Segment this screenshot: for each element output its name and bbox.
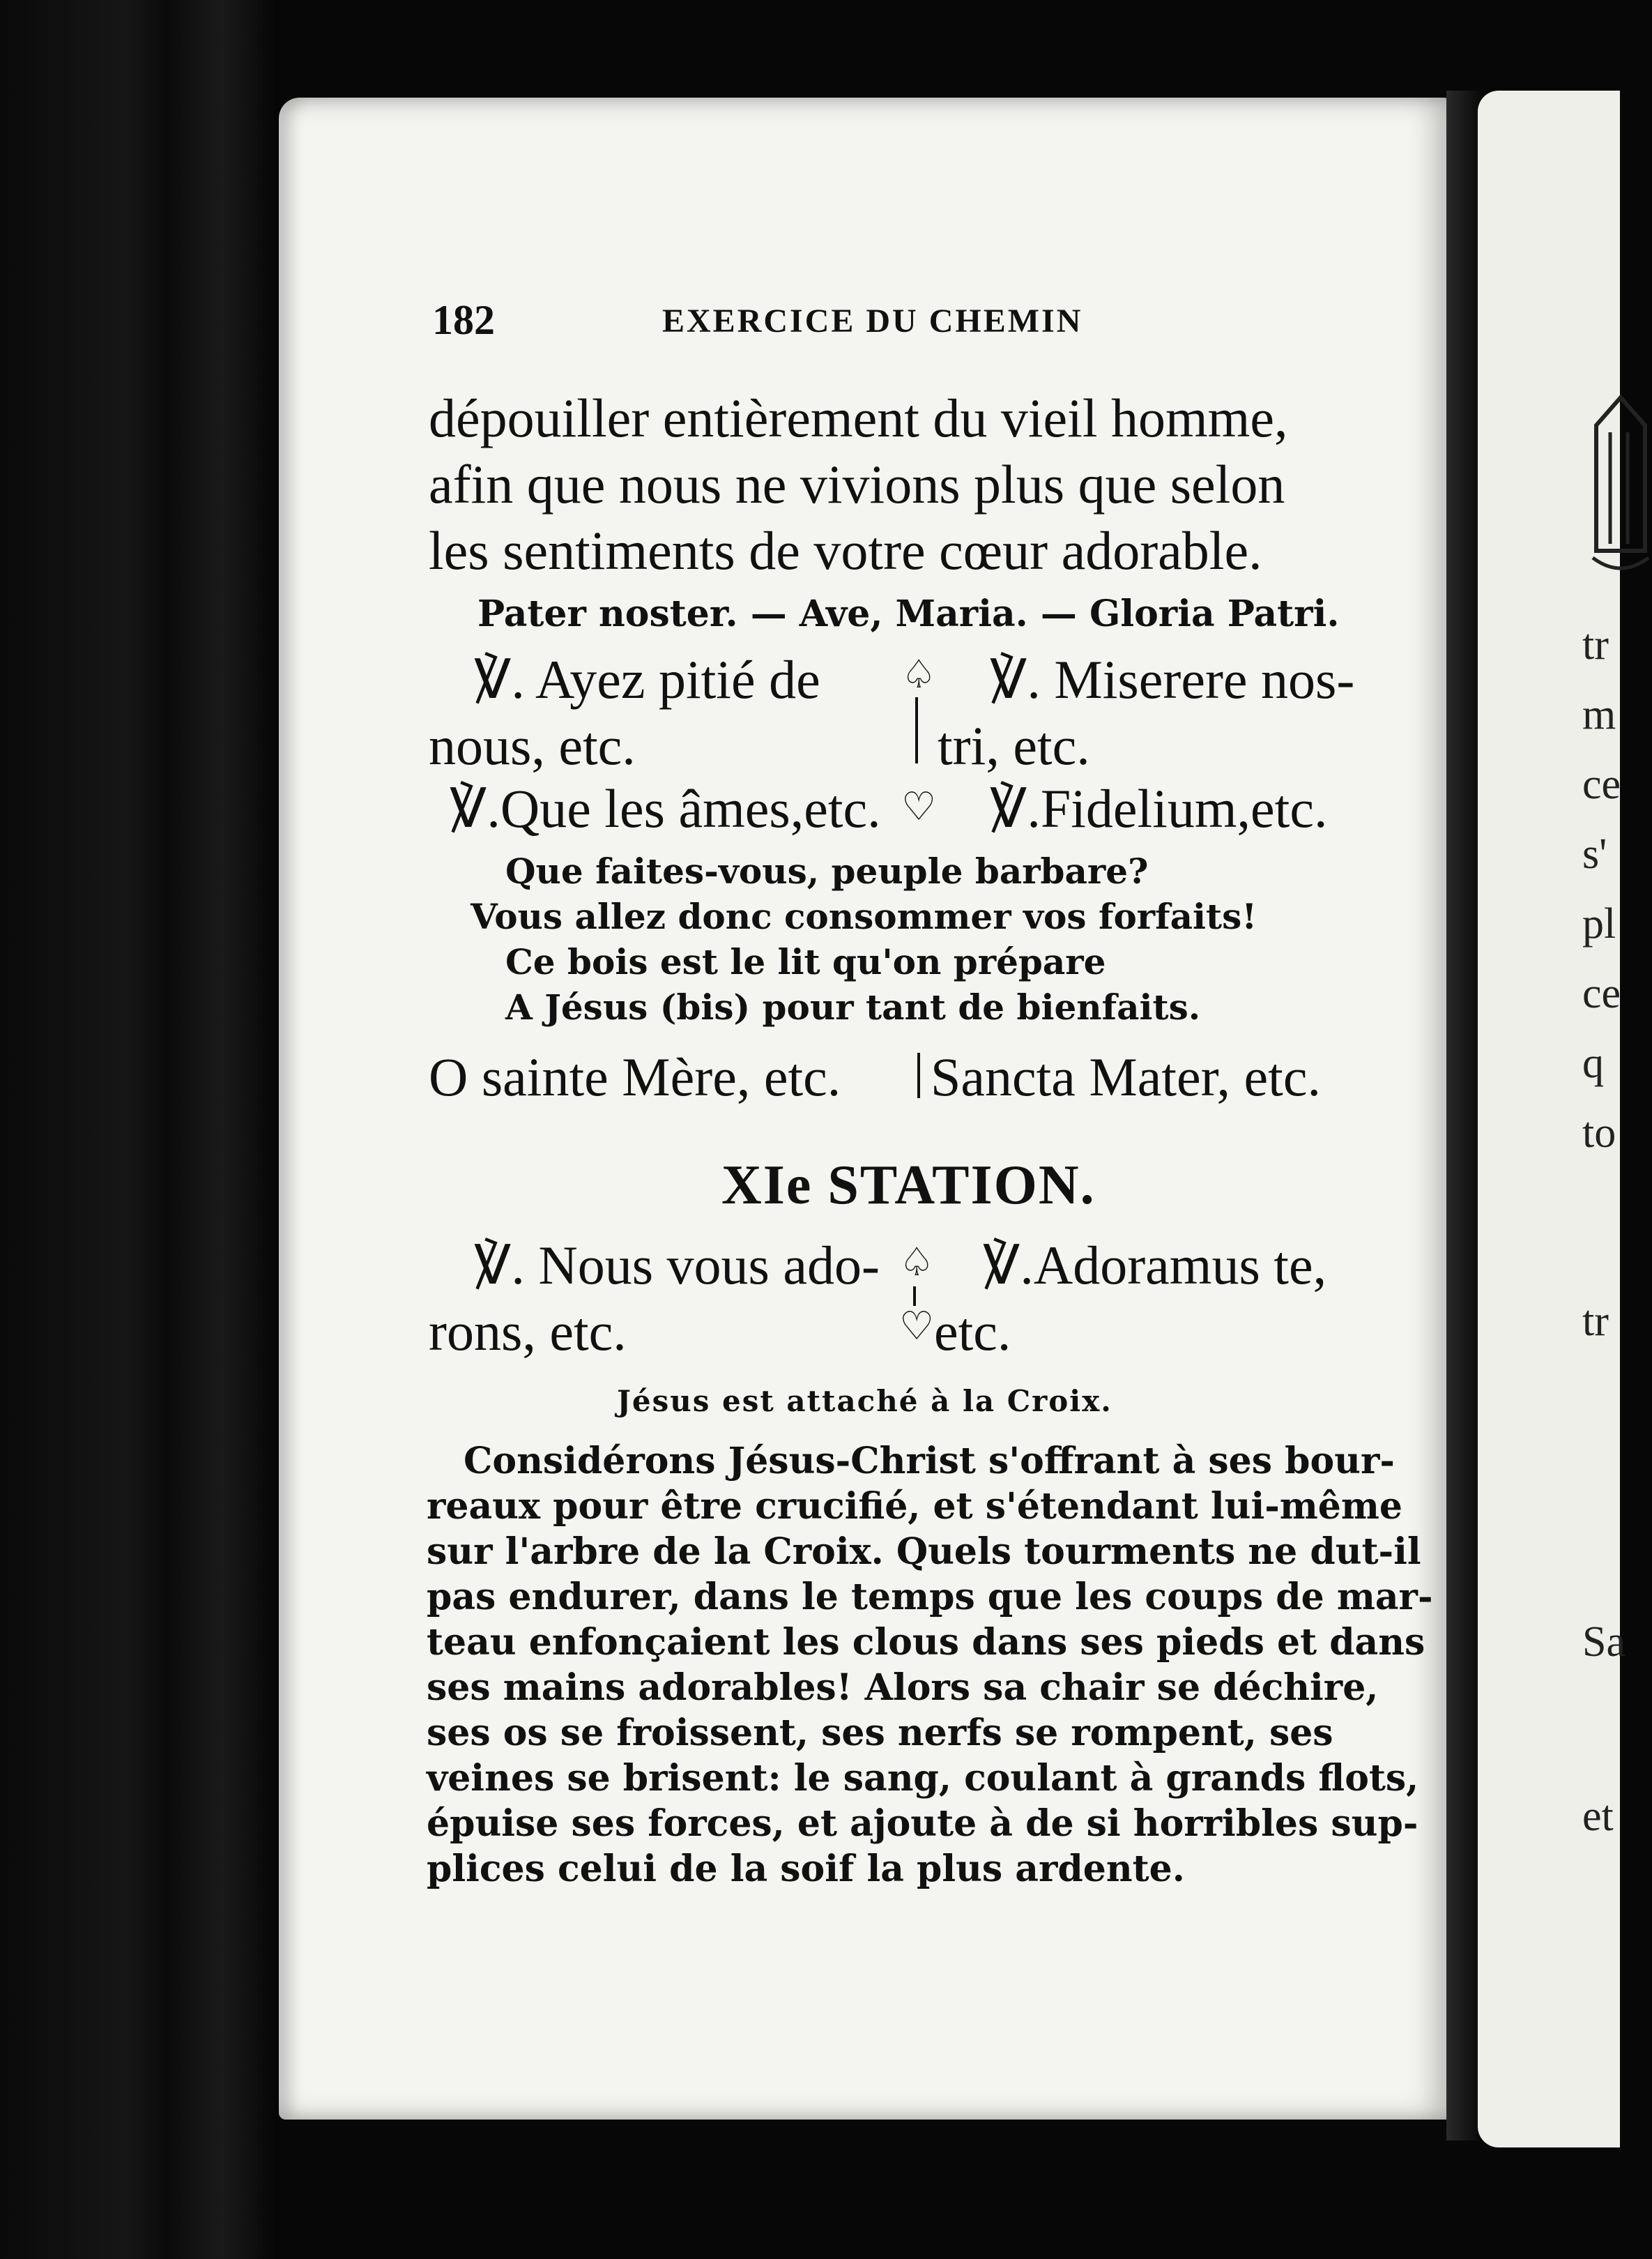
stabat-left: O sainte Mère, etc. (429, 1047, 841, 1107)
meditation-line: teau enfonçaient les clous dans ses pieds et dans (427, 1621, 1425, 1664)
meditation-line: Considérons Jésus-Christ s'offrant à ses bour- (464, 1440, 1395, 1482)
meditation-line: sur l'arbre de la Croix. Quels tourments ne dut-il (427, 1530, 1421, 1573)
hymn-line: A Jésus (bis) pour tant de bienfaits. (505, 987, 1201, 1028)
versicle-left: ℣.Que les âmes,etc. (450, 778, 881, 839)
hymn-line: Vous allez donc consommer vos forfaits! (471, 896, 1257, 937)
facing-page-text: tr (1582, 621, 1609, 669)
facing-page-text: to (1582, 1109, 1616, 1157)
page-number: 182 (432, 297, 495, 343)
page-header (432, 296, 1143, 345)
versicle-left: ℣. Nous vous ado- (474, 1235, 880, 1295)
facing-page-text: q (1582, 1040, 1604, 1087)
book-gutter (1446, 91, 1481, 2140)
column-divider (913, 1286, 916, 1306)
versicle-left: rons, etc. (429, 1301, 627, 1362)
meditation-line: veines se brisent: le sang, coulant à grands flots, (427, 1757, 1419, 1800)
facing-page-text: ce (1582, 761, 1621, 808)
divider-ornament-icon: ♡ (899, 1304, 935, 1349)
versicle-right: tri, etc. (938, 715, 1090, 776)
versicle-right: ℣.Adoramus te, (983, 1235, 1327, 1295)
meditation-line: pas endurer, dans le temps que les coups de mar- (427, 1576, 1433, 1618)
divider-ornament-icon: ♤ (899, 1240, 935, 1285)
versicle-right: ℣.Fidelium,etc. (990, 778, 1328, 839)
facing-page-text: s' (1582, 830, 1607, 878)
facing-page-text: tr (1582, 1298, 1609, 1345)
meditation-line: reaux pour être crucifié, et s'étendant lui-même (427, 1485, 1402, 1528)
versicle-left: nous, etc. (429, 715, 636, 776)
facing-page-text: Sa (1582, 1618, 1626, 1666)
stabat-right: Sancta Mater, etc. (931, 1047, 1321, 1107)
station-title: XIe STATION. (721, 1155, 1096, 1216)
ornament-icon (1589, 390, 1652, 572)
divider-ornament-icon: ♡ (901, 784, 937, 830)
versicle-right: etc. (934, 1301, 1011, 1362)
divider-ornament-icon: ♤ (901, 652, 937, 697)
text-line: les sentiments de votre cœur adorable. (429, 520, 1262, 581)
meditation-line: ses os se froissent, ses nerfs se rompent, ses (427, 1712, 1333, 1754)
hymn-line: Que faites-vous, peuple barbare? (505, 851, 1149, 892)
text-line: dépouiller entièrement du vieil homme, (429, 388, 1288, 448)
facing-page (1478, 91, 1626, 2147)
facing-page-text: pl (1582, 900, 1616, 948)
book-binding (0, 0, 279, 2259)
facing-page-text: et (1582, 1793, 1614, 1840)
facing-page-text: ce (1582, 970, 1621, 1017)
versicle-left: ℣. Ayez pitié de (474, 649, 820, 710)
hymn-line: Ce bois est le lit qu'on prépare (505, 941, 1106, 982)
meditation-line: épuise ses forces, et ajoute à de si horribles sup- (427, 1802, 1418, 1845)
facing-page-text: m (1582, 691, 1616, 738)
running-head: EXERCICE DU CHEMIN (662, 303, 1083, 340)
meditation-line: ses mains adorables! Alors sa chair se déchire, (427, 1666, 1379, 1709)
meditation-line: plices celui de la soif la plus ardente. (427, 1848, 1185, 1890)
column-divider (915, 697, 918, 763)
prayers-line: Pater noster. — Ave, Maria. — Gloria Patri. (477, 593, 1340, 635)
column-divider (917, 1053, 920, 1098)
station-caption: Jésus est attaché à la Croix. (617, 1384, 1112, 1418)
text-line: afin que nous ne vivions plus que selon (429, 454, 1285, 515)
versicle-right: ℣. Miserere nos- (990, 649, 1355, 710)
